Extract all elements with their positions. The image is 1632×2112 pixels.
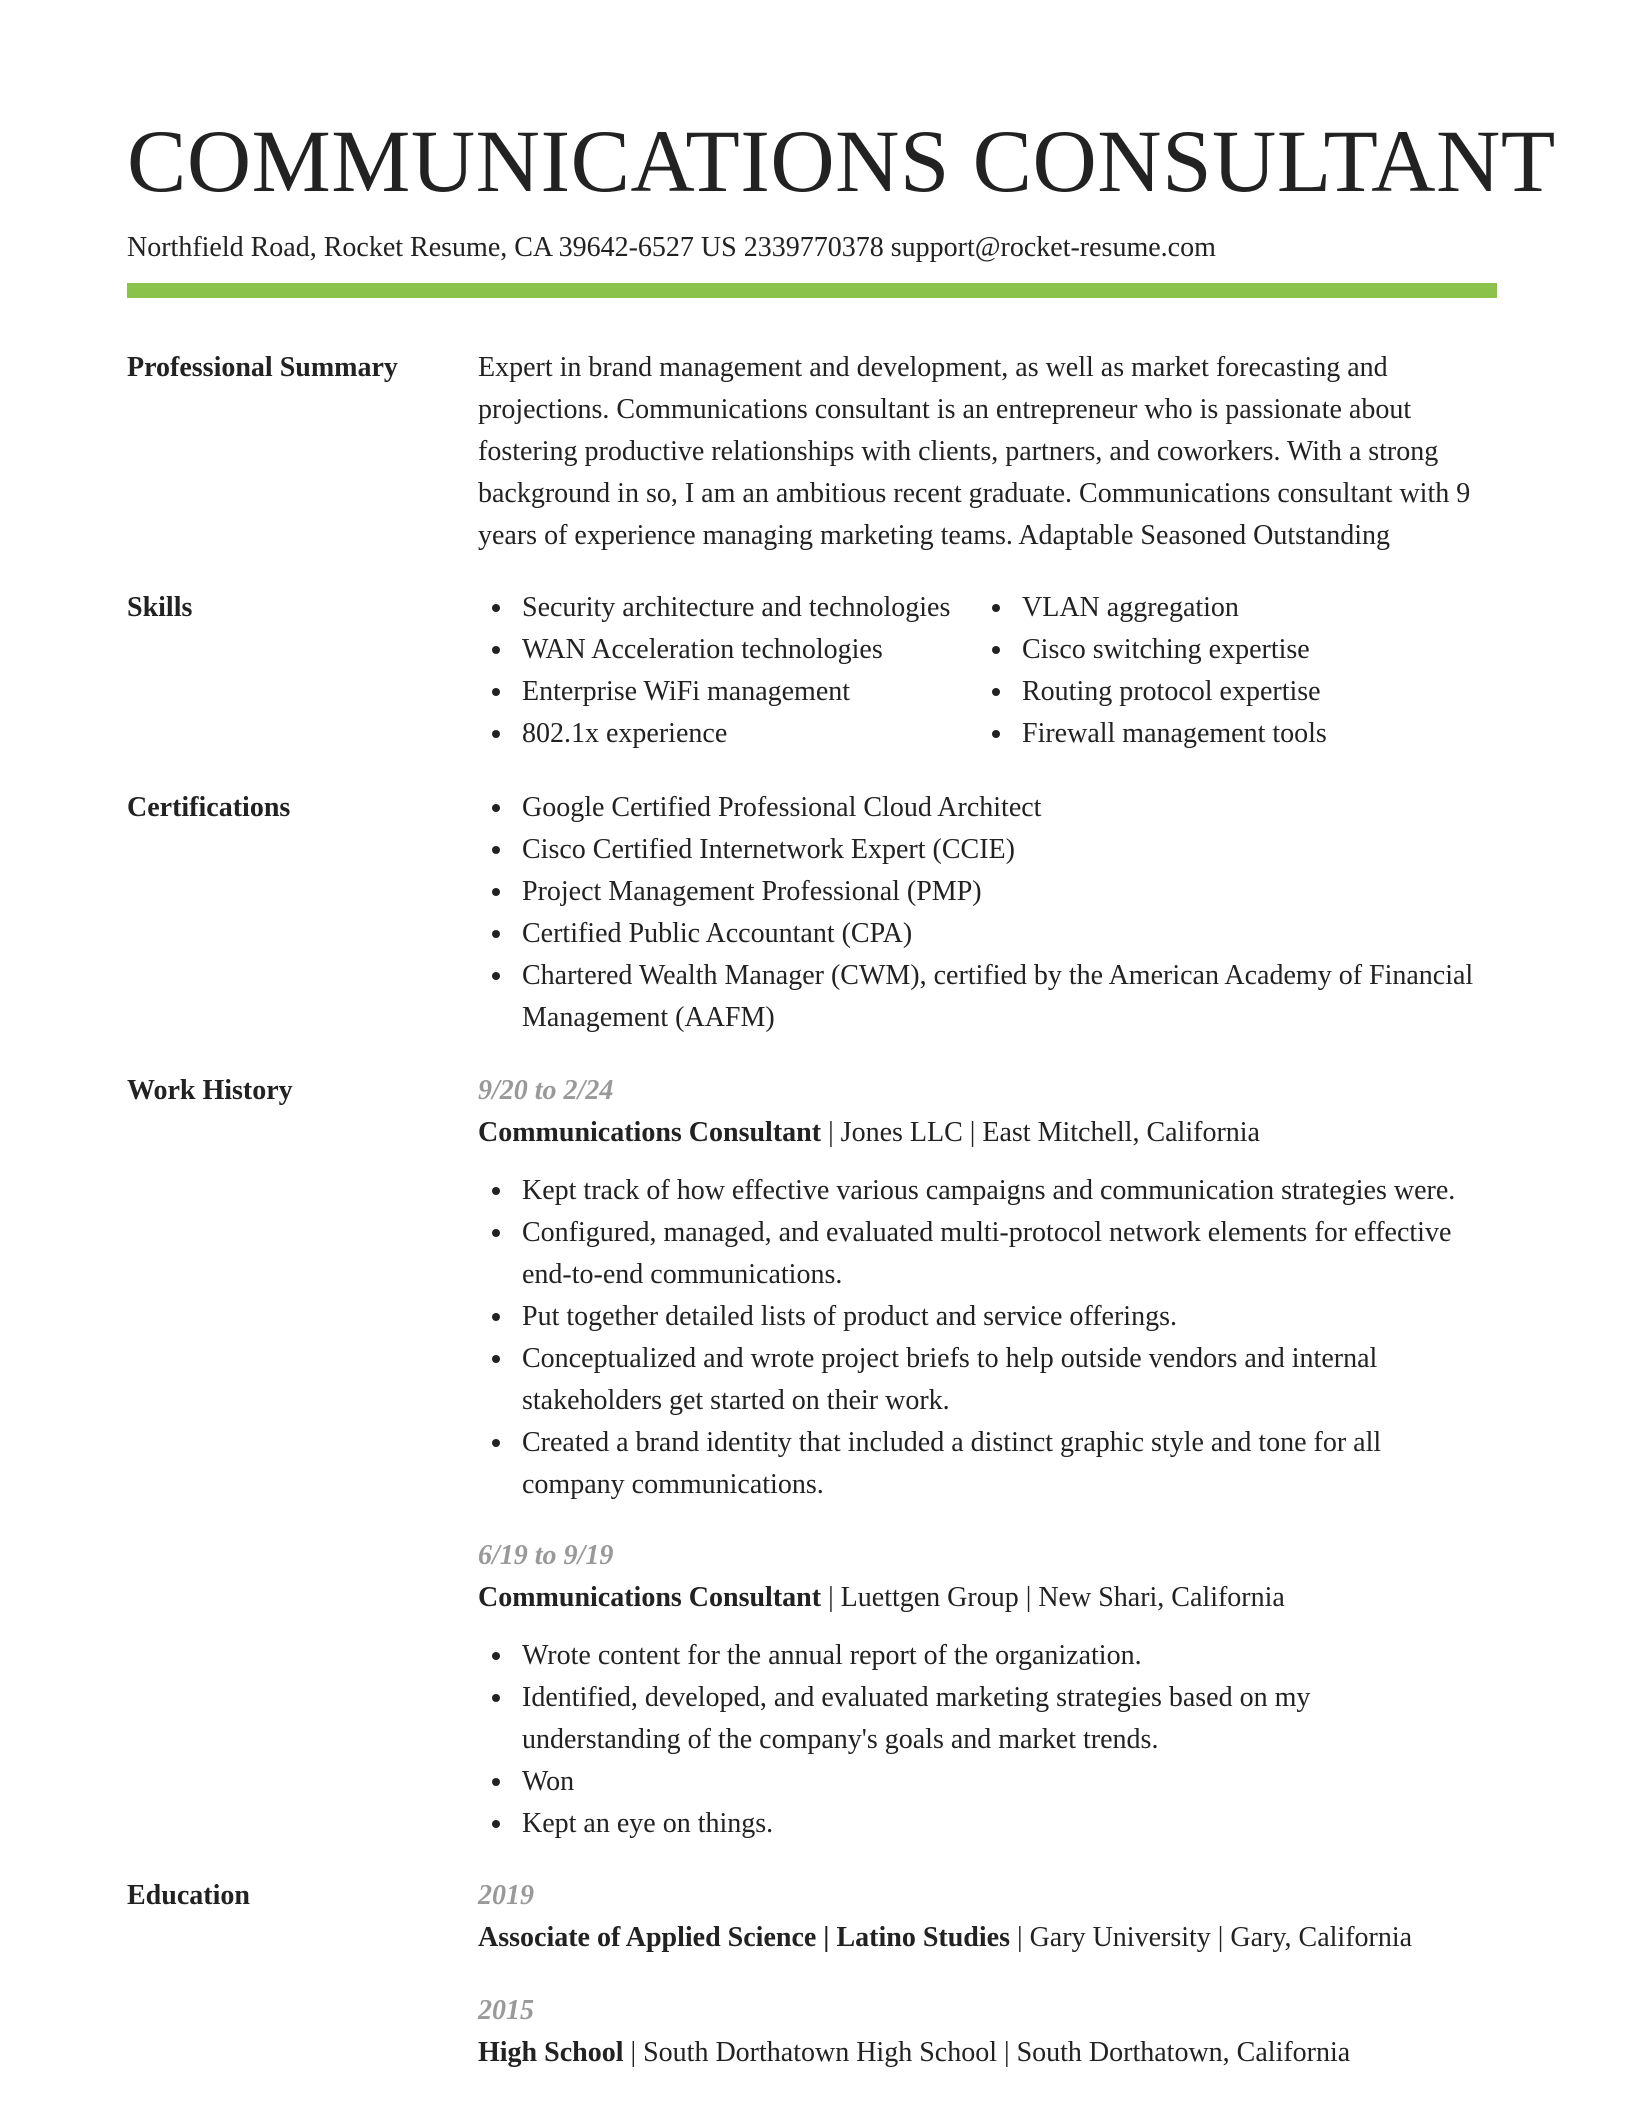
certification-text: Chartered Wealth Manager (CWM), certified by the American Academy of Financial xyxy=(522,960,1474,991)
bullet-text: Kept track of how effective various campaigns and communication strategies were. xyxy=(522,1175,1456,1206)
summary-line: years of experience managing marketing teams. Adaptable Seasoned Outstanding xyxy=(478,520,1391,551)
skill-item: VLAN aggregation xyxy=(978,587,1327,629)
education-entry xyxy=(478,1990,1498,2074)
job-title: Communications Consultant xyxy=(478,1582,822,1613)
job-bullet xyxy=(478,1761,1498,1803)
education-details: | Gary University | Gary, California xyxy=(1009,1922,1413,1953)
certification-item xyxy=(478,787,1498,829)
skill-item: Security architecture and technologies xyxy=(478,587,950,629)
skill-item: Routing protocol expertise xyxy=(978,671,1327,713)
bullet-text: company communications. xyxy=(522,1469,824,1500)
certification-item xyxy=(478,955,1498,1039)
bullet-text: stakeholders get started on their work. xyxy=(522,1385,950,1416)
education-details: | South Dorthatown High School | South Dorthatown, California xyxy=(623,2037,1351,2068)
education-entry xyxy=(478,1875,1498,1959)
certification-item xyxy=(478,829,1498,871)
summary-line: fostering productive relationships with clients, partners, and coworkers. With a strong xyxy=(478,436,1439,467)
job-dates: 6/19 to 9/19 xyxy=(478,1540,614,1571)
section-label-summary: Professional Summary xyxy=(127,352,398,383)
job-details: | Jones LLC | East Mitchell, California xyxy=(821,1117,1260,1148)
job-dates: 9/20 to 2/24 xyxy=(478,1075,614,1106)
skill-item: Firewall management tools xyxy=(978,713,1327,755)
job-title-line xyxy=(478,1112,1498,1154)
summary-line: Expert in brand management and development, as well as market forecasting and xyxy=(478,352,1388,383)
bullet-text: Created a brand identity that included a distinct graphic style and tone for all xyxy=(522,1427,1382,1458)
job-entry xyxy=(478,1070,1498,1506)
section-label-skills: Skills xyxy=(127,592,193,623)
section-label-work-history: Work History xyxy=(127,1075,293,1106)
job-entry xyxy=(478,1535,1498,1845)
certification-text: Cisco Certified Internetwork Expert (CCIE) xyxy=(522,834,1015,865)
job-bullet xyxy=(478,1170,1498,1212)
job-title: Communications Consultant xyxy=(478,1117,822,1148)
job-bullet xyxy=(478,1635,1498,1677)
education-year: 2019 xyxy=(478,1880,534,1911)
job-bullet xyxy=(478,1296,1498,1338)
bullet-text: end-to-end communications. xyxy=(522,1259,843,1290)
skill-item: Cisco switching expertise xyxy=(978,629,1327,671)
skill-item: 802.1x experience xyxy=(478,713,950,755)
bullet-text: Put together detailed lists of product and service offerings. xyxy=(522,1301,1177,1332)
job-bullet xyxy=(478,1212,1498,1296)
bullet-text: Wrote content for the annual report of the organization. xyxy=(522,1640,1142,1671)
certification-text: Google Certified Professional Cloud Architect xyxy=(522,792,1042,823)
skills-column-1 xyxy=(478,587,950,755)
education-degree: High School xyxy=(478,2037,624,2068)
job-title-line xyxy=(478,1577,1498,1619)
education-line xyxy=(478,2032,1498,2074)
job-bullet xyxy=(478,1677,1498,1761)
bullet-text: Conceptualized and wrote project briefs to help outside vendors and internal xyxy=(522,1343,1378,1374)
certification-text: Project Management Professional (PMP) xyxy=(522,876,982,907)
education-degree: Associate of Applied Science | Latino Studies xyxy=(478,1922,1010,1953)
summary-line: background in so, I am an ambitious recent graduate. Communications consultant with 9 xyxy=(478,478,1471,509)
accent-divider xyxy=(127,283,1497,298)
certification-item xyxy=(478,871,1498,913)
section-label-certifications: Certifications xyxy=(127,792,291,823)
education-line xyxy=(478,1917,1498,1959)
bullet-text: Kept an eye on things. xyxy=(522,1808,774,1839)
job-bullet xyxy=(478,1338,1498,1422)
summary-line: projections. Communications consultant is an entrepreneur who is passionate about xyxy=(478,394,1412,425)
contact-line: Northfield Road, Rocket Resume, CA 39642-6527 US 2339770378 support@rocket-resume.com xyxy=(127,232,1216,263)
bullet-text: Won xyxy=(522,1766,575,1797)
certification-text: Management (AAFM) xyxy=(522,1002,775,1033)
certification-text: Certified Public Accountant (CPA) xyxy=(522,918,913,949)
skills-list xyxy=(478,587,1498,755)
summary-text xyxy=(478,347,1498,557)
skills-column-2 xyxy=(978,587,1327,755)
job-bullet xyxy=(478,1803,1498,1845)
job-details: | Luettgen Group | New Shari, California xyxy=(821,1582,1285,1613)
section-label-education: Education xyxy=(127,1880,250,1911)
skill-item: Enterprise WiFi management xyxy=(478,671,950,713)
resume-name-heading: COMMUNICATIONS CONSULTANT xyxy=(127,113,1556,211)
education-year: 2015 xyxy=(478,1995,534,2026)
job-bullet xyxy=(478,1422,1498,1506)
certification-item xyxy=(478,913,1498,955)
skill-item: WAN Acceleration technologies xyxy=(478,629,950,671)
certifications-list xyxy=(478,787,1498,1039)
bullet-text: understanding of the company's goals and market trends. xyxy=(522,1724,1159,1755)
bullet-text: Configured, managed, and evaluated multi-protocol network elements for effective xyxy=(522,1217,1452,1248)
bullet-text: Identified, developed, and evaluated marketing strategies based on my xyxy=(522,1682,1311,1713)
